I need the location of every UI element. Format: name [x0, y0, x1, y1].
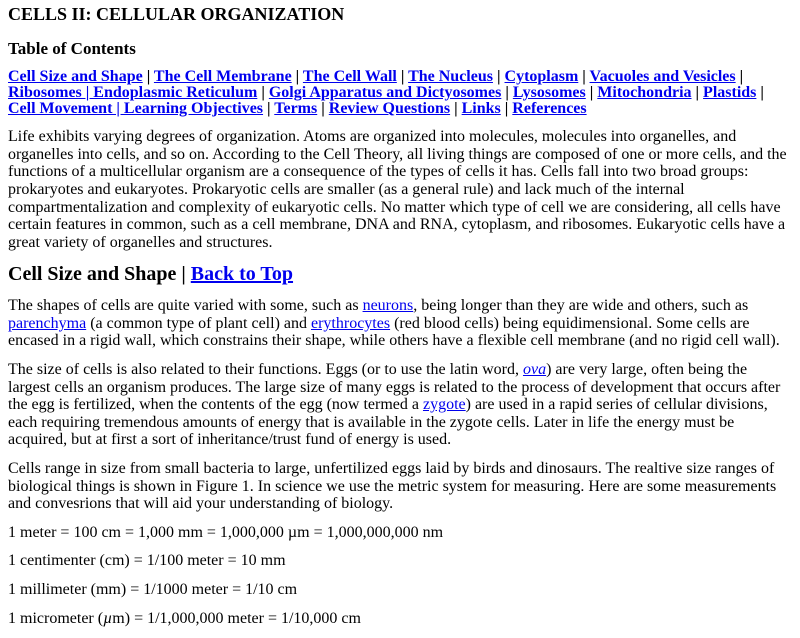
- toc-link[interactable]: References: [512, 100, 587, 118]
- toc-link[interactable]: Golgi Apparatus and Dictyosomes: [268, 84, 502, 102]
- text-run: (red blood cells) being equidimensional. Some cells are encased in a rigid wall, which constrains their shape, while others have a flexible cell membrane (and no rigid cell wall).: [8, 314, 780, 350]
- text-run: |: [450, 100, 462, 118]
- toc-link[interactable]: Lysosomes: [512, 84, 586, 102]
- toc-link[interactable]: Cytoplasm: [504, 68, 579, 86]
- toc-link[interactable]: Mitochondria: [597, 84, 692, 102]
- paragraph-cell-shapes: [8, 297, 792, 350]
- text-run: µ: [103, 609, 113, 627]
- text-run: Life exhibits varying degrees of organization. Atoms are organized into molecules, molecules into organelles, and organelles into cells, and so on. According to the Cell Theory, all living things are composed of one or more cells, and the functions of a multicellular organism are a consequence of the types of cells it has. Cells fall into two broad groups: prokaryotes and eukaryotes. Prokaryotic cells are smaller (as a general rule) and lack much of the internal compartmentalization and complexity of eukaryotic cells. No matter which type of cell we are considering, all cells have certain features in common, such as a cell membrane, DNA and RNA, cytoplasm, and ribosomes. Eukaryotic cells have a great variety of organelles and structures.: [8, 128, 787, 251]
- toc-link[interactable]: Cell Size and Shape: [8, 68, 143, 86]
- toc-link[interactable]: Vacuoles and Vesicles: [589, 68, 736, 86]
- text-run: m) = 1/1,000,000 meter = 1/10,000 cm: [112, 609, 361, 627]
- toc-link[interactable]: Terms: [274, 100, 318, 118]
- toc-link[interactable]: Plastids: [703, 84, 757, 102]
- text-run: |: [492, 68, 505, 86]
- conversion-line-micrometer: [8, 610, 792, 628]
- text-run: |: [291, 68, 303, 86]
- toc-link[interactable]: The Nucleus: [408, 68, 493, 86]
- text-run: |: [578, 68, 590, 86]
- paragraph-cell-size: [8, 361, 792, 449]
- toc-link[interactable]: The Cell Membrane: [153, 68, 292, 86]
- text-run: Cell Size and Shape |: [8, 263, 191, 286]
- text-run: 1 millimeter (mm) = 1/1000 meter = 1/10 cm: [8, 581, 298, 599]
- toc-link[interactable]: The Cell Wall: [302, 68, 397, 86]
- conversion-line-centimeter: [8, 552, 792, 570]
- text-run: |: [263, 100, 275, 118]
- inline-link[interactable]: neurons: [362, 297, 414, 315]
- text-run: |: [735, 68, 744, 86]
- table-of-contents: [8, 69, 792, 117]
- text-run: ) are used in a rapid series of cellular divisions, each requiring tremendous amounts of energy that is available in the zygote cells. Later in life the energy must be acquired, but at first a sort of inheritance/trust fund of energy is used.: [8, 396, 768, 449]
- inline-link[interactable]: parenchyma: [8, 314, 87, 332]
- inline-link[interactable]: ova: [522, 361, 547, 379]
- inline-link[interactable]: erythrocytes: [311, 314, 391, 332]
- page-title: CELLS II: CELLULAR ORGANIZATION: [8, 4, 345, 24]
- text-run: ) are very large, often being the largest cells an organism produces. The large size of many eggs is related to the process of development that occurs after the egg is fertilized, when the contents of the egg (now termed a: [8, 361, 781, 414]
- text-run: |: [396, 68, 409, 86]
- text-run: |: [756, 84, 764, 102]
- text-run: The shapes of cells are quite varied with some, such as: [8, 297, 363, 315]
- conversion-line-millimeter: [8, 581, 792, 599]
- text-run: The size of cells is also related to their functions. Eggs (or to use the latin word,: [8, 361, 523, 379]
- text-run: |: [317, 100, 329, 118]
- conversion-line-meter: [8, 524, 792, 542]
- text-run: |: [142, 68, 154, 86]
- inline-link[interactable]: zygote: [422, 396, 466, 414]
- toc-link[interactable]: Review Questions: [328, 100, 451, 118]
- paragraph-size-range: [8, 460, 792, 513]
- toc-link[interactable]: Ribosomes | Endoplasmic Reticulum: [8, 84, 258, 102]
- back-to-top-link[interactable]: Back to Top: [190, 263, 294, 286]
- text-run: |: [257, 84, 269, 102]
- toc-heading: Table of Contents: [8, 38, 136, 58]
- text-run: |: [585, 84, 598, 102]
- text-run: , being longer than they are wide and others, such as: [413, 297, 749, 315]
- text-run: |: [500, 100, 513, 118]
- text-run: |: [691, 84, 704, 102]
- toc-link[interactable]: Cell Movement | Learning Objectives: [8, 100, 264, 118]
- toc-link[interactable]: Links: [461, 100, 501, 118]
- text-run: 1 meter = 100 cm = 1,000 mm = 1,000,000 µm = 1,000,000,000 nm: [8, 523, 444, 541]
- text-run: Cells range in size from small bacteria to large, unfertilized eggs laid by birds and dinosaurs. The realtive size ranges of biological things is shown in Figure 1. In science we use the metric system for measuring. Here are some measurements and convesrions that will aid your understanding of biology.: [8, 460, 777, 513]
- section-heading-cell-size-and-shape: [8, 262, 792, 286]
- text-run: 1 centimenter (cm) = 1/100 meter = 10 mm: [8, 552, 286, 570]
- text-run: 1 micrometer (: [8, 609, 104, 627]
- text-run: |: [501, 84, 513, 102]
- text-run: (a common type of plant cell) and: [86, 314, 311, 332]
- intro-paragraph: [8, 128, 792, 251]
